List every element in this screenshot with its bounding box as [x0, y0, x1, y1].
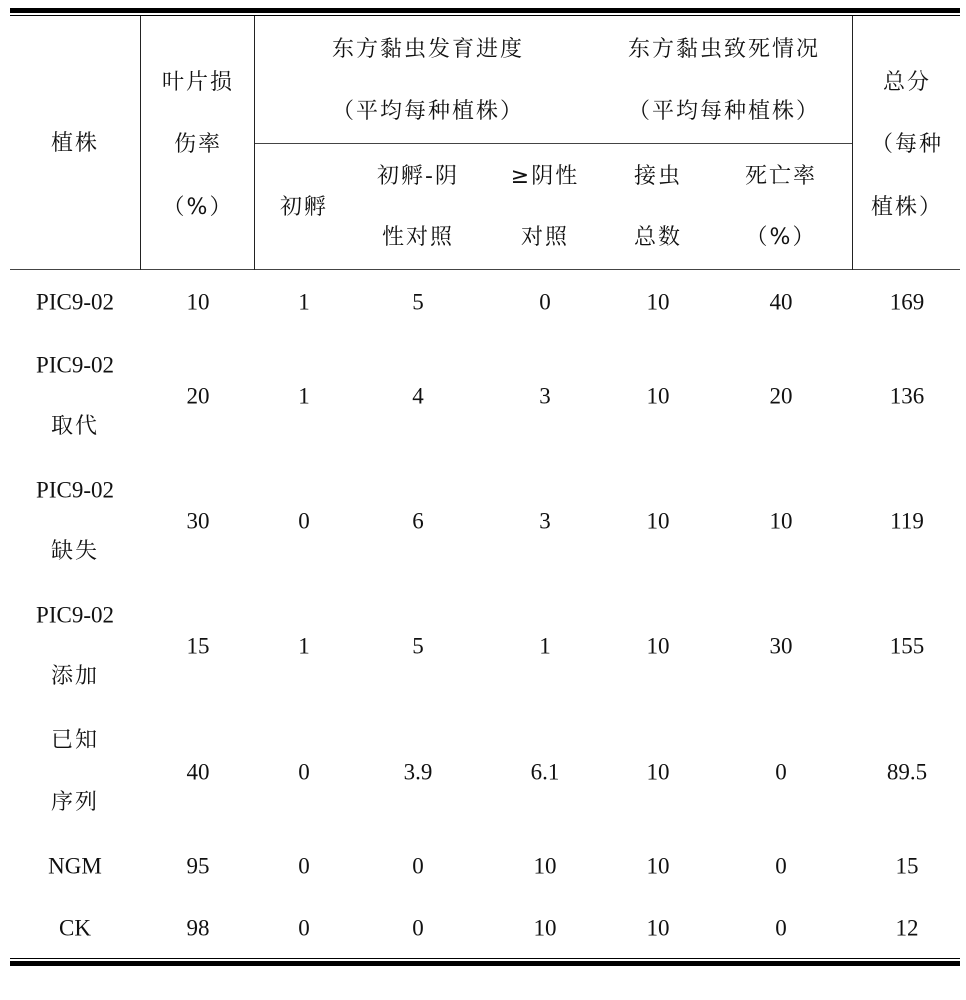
- table-cell: 0: [298, 761, 310, 784]
- table-cell: 6.1: [531, 761, 560, 784]
- table-cell: 12: [896, 917, 919, 940]
- top-rule-thin: [10, 15, 960, 16]
- header-ge-neg: ≥阴性: [511, 166, 579, 188]
- table-cell: 0: [412, 855, 424, 878]
- table-cell: 10: [647, 761, 670, 784]
- plant-name: 缺失: [51, 541, 99, 563]
- header-newly-hatched: 初孵: [280, 197, 328, 219]
- header-leaf-damage: （%）: [163, 197, 234, 219]
- plant-name: 序列: [51, 792, 99, 814]
- header-dev-group: 东方黏虫发育进度: [332, 39, 524, 61]
- table-cell: 20: [770, 385, 793, 408]
- header-leaf-damage: 伤率: [174, 134, 222, 156]
- header-subdivider: [254, 143, 853, 144]
- table-cell: 30: [770, 635, 793, 658]
- table-cell: 0: [775, 761, 787, 784]
- table-cell: 1: [298, 291, 310, 314]
- plant-name: PIC9-02: [36, 291, 114, 314]
- plant-name: PIC9-02: [36, 479, 114, 502]
- bottom-rule: [10, 961, 960, 966]
- header-inoculated: 总数: [634, 227, 682, 249]
- table-cell: 10: [647, 291, 670, 314]
- header-inoculated: 接虫: [634, 166, 682, 188]
- table-cell: 10: [647, 385, 670, 408]
- col-divider: [140, 16, 141, 270]
- header-hatched-to-neg: 初孵-阴: [377, 166, 459, 188]
- table-cell: 0: [412, 917, 424, 940]
- header-plant: 植株: [51, 133, 99, 155]
- table-cell: 5: [412, 635, 424, 658]
- table-cell: 15: [187, 635, 210, 658]
- header-ge-neg: 对照: [521, 227, 569, 249]
- plant-name: 添加: [51, 666, 99, 688]
- table-cell: 10: [647, 635, 670, 658]
- table-cell: 3.9: [404, 761, 433, 784]
- plant-name: PIC9-02: [36, 604, 114, 627]
- table-cell: 40: [770, 291, 793, 314]
- table-cell: 95: [187, 855, 210, 878]
- table-cell: 0: [298, 855, 310, 878]
- plant-name: 已知: [51, 730, 99, 752]
- table-cell: 0: [298, 510, 310, 533]
- table-cell: 10: [534, 855, 557, 878]
- table-cell: 1: [298, 385, 310, 408]
- table-cell: 10: [647, 917, 670, 940]
- header-bottom-rule: [10, 269, 960, 270]
- table-cell: 119: [890, 510, 924, 533]
- table-cell: 169: [890, 291, 925, 314]
- table-cell: 20: [187, 385, 210, 408]
- col-divider: [254, 16, 255, 270]
- header-mortality: 死亡率: [745, 166, 817, 188]
- table-cell: 0: [775, 855, 787, 878]
- table-cell: 1: [298, 635, 310, 658]
- table-cell: 10: [647, 855, 670, 878]
- plant-name: 取代: [51, 416, 99, 438]
- table-cell: 10: [647, 510, 670, 533]
- top-rule: [10, 8, 960, 13]
- table-cell: 5: [412, 291, 424, 314]
- table-cell: 0: [539, 291, 551, 314]
- table-cell: 30: [187, 510, 210, 533]
- table-cell: 1: [539, 635, 551, 658]
- header-leaf-damage: 叶片损: [162, 72, 234, 94]
- bottom-rule-thin: [10, 958, 960, 959]
- table-cell: 10: [187, 291, 210, 314]
- table-cell: 40: [187, 761, 210, 784]
- header-total: 总分: [883, 72, 931, 94]
- col-divider: [852, 16, 853, 270]
- table-cell: 136: [890, 385, 925, 408]
- header-mort-group: 东方黏虫致死情况: [628, 39, 820, 61]
- header-dev-group: （平均每种植株）: [332, 101, 524, 123]
- table-cell: 6: [412, 510, 424, 533]
- plant-name: CK: [59, 917, 91, 940]
- plant-name: NGM: [48, 855, 102, 878]
- table-cell: 3: [539, 385, 551, 408]
- table-cell: 0: [775, 917, 787, 940]
- table-cell: 98: [187, 917, 210, 940]
- table-cell: 10: [770, 510, 793, 533]
- table-cell: 4: [412, 385, 424, 408]
- header-hatched-to-neg: 性对照: [382, 227, 454, 249]
- table-cell: 0: [298, 917, 310, 940]
- header-mort-group: （平均每种植株）: [628, 101, 820, 123]
- table-cell: 3: [539, 510, 551, 533]
- header-total: 植株）: [871, 197, 943, 219]
- table-cell: 89.5: [887, 761, 927, 784]
- table-cell: 10: [534, 917, 557, 940]
- header-mortality: （%）: [746, 227, 817, 249]
- header-total: （每种: [871, 134, 943, 156]
- table-cell: 15: [896, 855, 919, 878]
- table-cell: 155: [890, 635, 925, 658]
- plant-name: PIC9-02: [36, 354, 114, 377]
